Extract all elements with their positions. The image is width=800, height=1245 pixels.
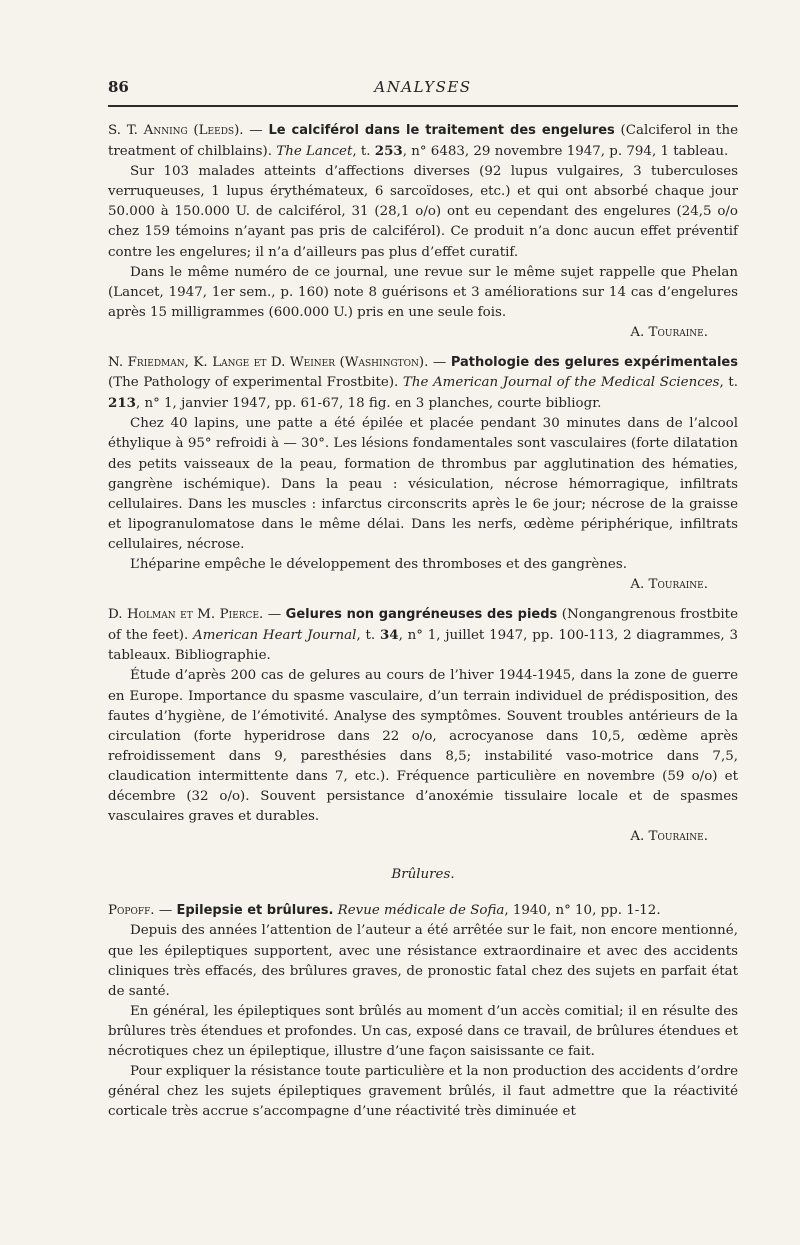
- signature: A. Touraine.: [630, 577, 708, 593]
- authors: S. T. Anning (Leeds). —: [108, 123, 263, 138]
- volume: 253: [374, 143, 403, 160]
- volume-prefix: , t.: [352, 144, 371, 160]
- citation-details: , n° 1, janvier 1947, pp. 61-67, 18 fig. en 3 planches, courte bibliogr.: [135, 396, 602, 412]
- authors: Popoff. —: [108, 903, 173, 919]
- page-number: 86: [108, 78, 129, 96]
- translated-title: (The Pathology of experimental Frostbite).: [108, 375, 399, 391]
- subject: Le calciférol dans le traitement des engelures: [268, 123, 615, 138]
- paragraph: Depuis des années l’attention de l’auteur a été arrêtée sur le fait, non encore mentionné, que les épileptiques supportent, avec une résistance extraordinaire et avec des accidents cliniques très effacés, des brûlures graves, de pronostic fatal chez des sujets en parfait état de santé.: [108, 923, 738, 999]
- article-holman: [108, 605, 738, 847]
- signature: A. Touraine.: [630, 829, 708, 845]
- article-anning: [108, 121, 738, 343]
- paragraph: Dans le même numéro de ce journal, une revue sur le même sujet rappelle que Phelan (Lancet, 1947, 1er sem., p. 160) note 8 guérisons et 3 améliorations sur 14 cas d’engelures après 15 milligrammes (600.000 U.) pris en une seule fois.: [108, 264, 738, 320]
- header-rule: [108, 105, 738, 107]
- reference: [108, 901, 738, 921]
- paragraph: Pour expliquer la résistance toute particulière et la non production des accidents d’ordre général chez les sujets épileptiques gravement brûlés, il faut admettre que la réactivité corticale très accrue s’accompagne d’une réactivité très diminuée et: [108, 1064, 738, 1120]
- citation-details: , n° 6483, 29 novembre 1947, p. 794, 1 tableau.: [402, 144, 729, 160]
- volume: 34: [379, 627, 399, 644]
- volume-prefix: , t.: [719, 375, 739, 391]
- page-content: [108, 121, 738, 1122]
- paragraph: Chez 40 lapins, une patte a été épilée et placée pendant 30 minutes dans de l’alcool éthylique à 95° refroidi à — 30°. Les lésions fondamentales sont vasculaires (forte dilatation des petits vaisseaux de la peau, formation de thrombus par agglutination des hématies, gangrène ischémique). Dans la peau : vésiculation, nécrose hémorragique, infiltrats cellulaires. Dans les muscles : infarctus circonscrits après le 6e jour; nécrose de la graisse et lipogranulomatose dans le même délai. Dans les nerfs, œdème périphérique, infiltrats cellulaires, nécrose.: [108, 416, 738, 552]
- article-friedman: [108, 353, 738, 595]
- page-header: [108, 78, 738, 102]
- subject: Pathologie des gelures expérimentales: [450, 355, 738, 371]
- authors: D. Holman et M. Pierce. —: [108, 607, 282, 623]
- journal: The Lancet: [276, 144, 353, 160]
- running-title: ANALYSES: [374, 78, 472, 96]
- authors: N. Friedman, K. Lange et D. Weiner (Washington). —: [108, 355, 447, 371]
- paragraph: Sur 103 malades atteints d’affections diverses (92 lupus vulgaires, 3 tuberculoses verruqueuses, 1 lupus érythémateux, 6 sarcoïdoses, etc.) et qui ont absorbé chaque jour 50.000 à 150.000 U. de calciférol, 31 (28,1 o/o) ont eu cependant des engelures (24,5 o/o chez 159 témoins n’ayant pas pris de calciférol). Ce produit n’a donc aucun effet préventif contre les engelures; il n’a d’ailleurs pas plus d’effet curatif.: [108, 164, 738, 260]
- translated-title: (Calciferol in the treatment of chilblains).: [108, 123, 738, 160]
- section-title: Brûlures.: [391, 867, 455, 883]
- volume: 213: [108, 395, 136, 412]
- subject: Gelures non gangréneuses des pieds: [285, 607, 558, 623]
- signature: A. Touraine.: [630, 324, 708, 340]
- citation-details: , n° 1, juillet 1947, pp. 100-113, 2 diagrammes, 3 tableaux. Bibliographie.: [108, 628, 738, 664]
- paragraph: Étude d’après 200 cas de gelures au cours de l’hiver 1944-1945, dans la zone de guerre en Europe. Importance du spasme vasculaire, d’un terrain individuel de prédisposition, des fautes d’hygiène, de l’émotivité. Analyse des symptômes. Souvent troubles antérieurs de la circulation (forte hyperidrose dans 22 o/o, acrocyanose dans 10,5, œdème après refroidissement dans 9, paresthésies dans 8,5; instabilité vaso-motrice dans 7,5, claudication intermittente dans 7, etc.). Fréquence particulière en novembre (59 o/o) et décembre (32 o/o). Souvent persistance d’anoxémie tissulaire locale et de spasmes vasculaires graves et durables.: [108, 668, 738, 825]
- journal: The American Journal of the Medical Sciences: [402, 375, 720, 391]
- paragraph: En général, les épileptiques sont brûlés au moment d’un accès comitial; il en résulte des brûlures très étendues et profondes. Un cas, exposé dans ce travail, de brûlures étendues et nécrotiques chez un épileptique, illustre d’une façon saisissante ce fait.: [108, 1003, 738, 1060]
- volume-prefix: , t.: [356, 628, 376, 644]
- reference: [108, 605, 738, 666]
- citation-details: , 1940, n° 10, pp. 1-12.: [504, 903, 661, 919]
- article-popoff: [108, 901, 738, 1122]
- translated-title: (Nongangrenous frostbite of the feet).: [108, 607, 738, 644]
- reference: [108, 353, 738, 414]
- subject: Epilepsie et brûlures.: [176, 903, 334, 919]
- reference: [108, 121, 738, 162]
- journal: Revue médicale de Sofia: [337, 903, 505, 919]
- paragraph: L’héparine empêche le développement des thromboses et des gangrènes.: [130, 556, 627, 572]
- journal: American Heart Journal: [193, 628, 357, 644]
